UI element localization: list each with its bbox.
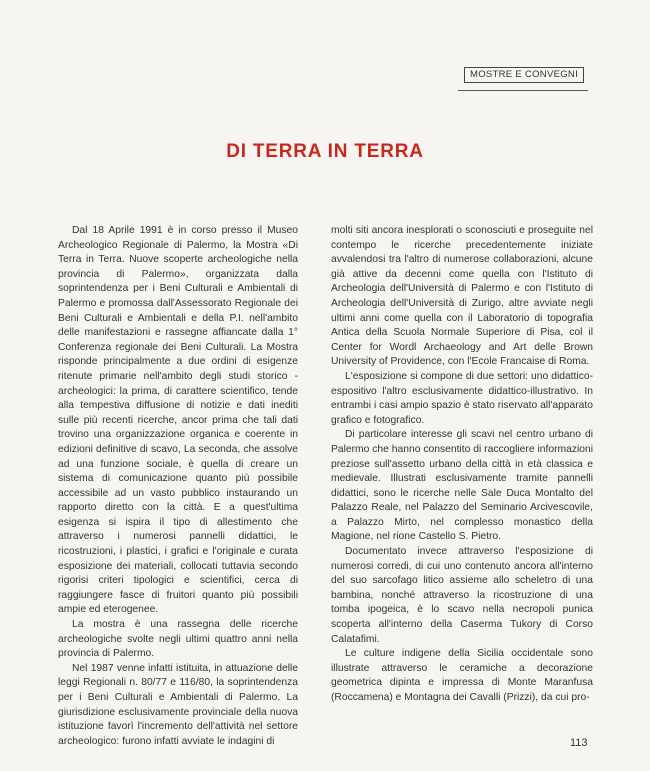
right-column — [331, 224, 593, 706]
paragraph: Documentato invece attraverso l'esposizione di numerosi corredi, di cui uno contenuto ancora all'interno del suo sarcofago litico assieme allo scheletro di una bambina, nonché attraverso la ricostruzione di una tomba ipogeica, è lo scavo nella necropoli punica scoperta all'interno della Caserma Tukory di Corso Calatafimi. — [331, 546, 593, 645]
left-column — [58, 224, 298, 749]
paragraph: L'esposizione si compone di due settori: uno didattico-espositivo l'altro esclusivamente didattico-illustrativo. In entrambi i casi ampio spazio è stato riservato all'apparato grafico e fotografico. — [331, 370, 593, 426]
paragraph: Nel 1987 venne infatti istituita, in attuazione delle leggi Regionali n. 80/77 e 116/80, la soprintendenza per i Beni Culturali e Ambientali di Palermo. La giurisdizione esclusivamente provinciale della nuova istituzione favorì l'incremento dell'attività nel settore archeologico: furono infatti avviate le indagini di — [58, 662, 298, 747]
section-divider — [458, 90, 588, 91]
page-number: 113 — [570, 737, 588, 749]
paragraph: Le culture indigene della Sicilia occidentale sono illustrate attraverso le ceramiche a decorazione geometrica dipinta e impressa di Monte Maranfusa (Roccamena) e Montagna dei Cavalli (Prizzi), da cui pro- — [331, 648, 593, 703]
paragraph: Di particolare interesse gli scavi nel centro urbano di Palermo che hanno consentito di raccogliere informazioni preziose sull'assetto urbano della città in età classica e medievale. Illustrati esclusivamente tramite pannelli didattici, sono le ricerche nelle Sale Duca Montalto del Palazzo Reale, nel Palazzo del Seminario Arcivescovile, a Palazzo Mirto, nel complesso monastico della Magione, nel rione Castello S. Pietro. — [331, 429, 593, 543]
section-label: MOSTRE E CONVEGNI — [464, 67, 584, 83]
paragraph: Dal 18 Aprile 1991 è in corso presso il Museo Archeologico Regionale di Palermo, la Mostra «Di Terra in Terra. Nuove scoperte archeologiche nella provincia di Palermo», organizzata dalla soprintendenza per i Beni Culturali e Ambientali di Palermo e promossa dall'Assessorato Regionale dei Beni Culturali e Ambientali e della P.I. nell'ambito delle manifestazioni e rassegne affiancate dalla 1° Conferenza regionale dei Beni Culturali. La Mostra risponde principalmente a due ordini di esigenze ritenute primarie nell'ambito degli studi storico - archeologici: la prima, di carattere scientifico, tende alla tempestiva diffusione di notizie e dati inediti sulle più recenti ricerche, ancor prima che tali dati trovino una organizzazione organica e coerente in edizioni definitive di scavo, La seconda, che assolve ad una funzione sociale, è quella di creare un sistema di comunicazione quanto più possibile accessibile ad un vasto pubblico instaurando un rapporto diretto con la città. E a quest'ultima esigenza si ispira il tipo di allestimento che attraverso i numerosi pannelli didattici, le ricostruzioni, i plastici, i grafici e l'originale e curata esposizione dei materiali, collocati tuttavia secondo rigorisi criteri tipologici e scientifici, cerca di raggiungere fasce di fruitori quanto più possibili ampie ed eterogenee. — [58, 225, 298, 616]
paragraph: La mostra è una rassegna delle ricerche archeologiche svolte negli ultimi quattro anni nella provincia di Palermo. — [58, 619, 298, 660]
article-title: DI TERRA IN TERRA — [226, 141, 424, 162]
paragraph-continuation: molti siti ancora inesplorati o sconosciuti e proseguite nel contempo le ricerche precedentemente iniziate avvalendosi tra l'altro di numerose collaborazioni, alcune già attive da decenni come quella con l'Istituto di Archeologia dell'Università di Palermo e con l'Istituto di Archeologia dell'Università di Zurigo, altre avviate negli ultimi anni come quella con il Laboratorio di topografia Antica della Scuola Normale Superiore di Pisa, col il Center for Wordl Archaeology and Art delle Brown University of Providence, con l'Ecole Francaise di Roma. — [331, 225, 593, 368]
